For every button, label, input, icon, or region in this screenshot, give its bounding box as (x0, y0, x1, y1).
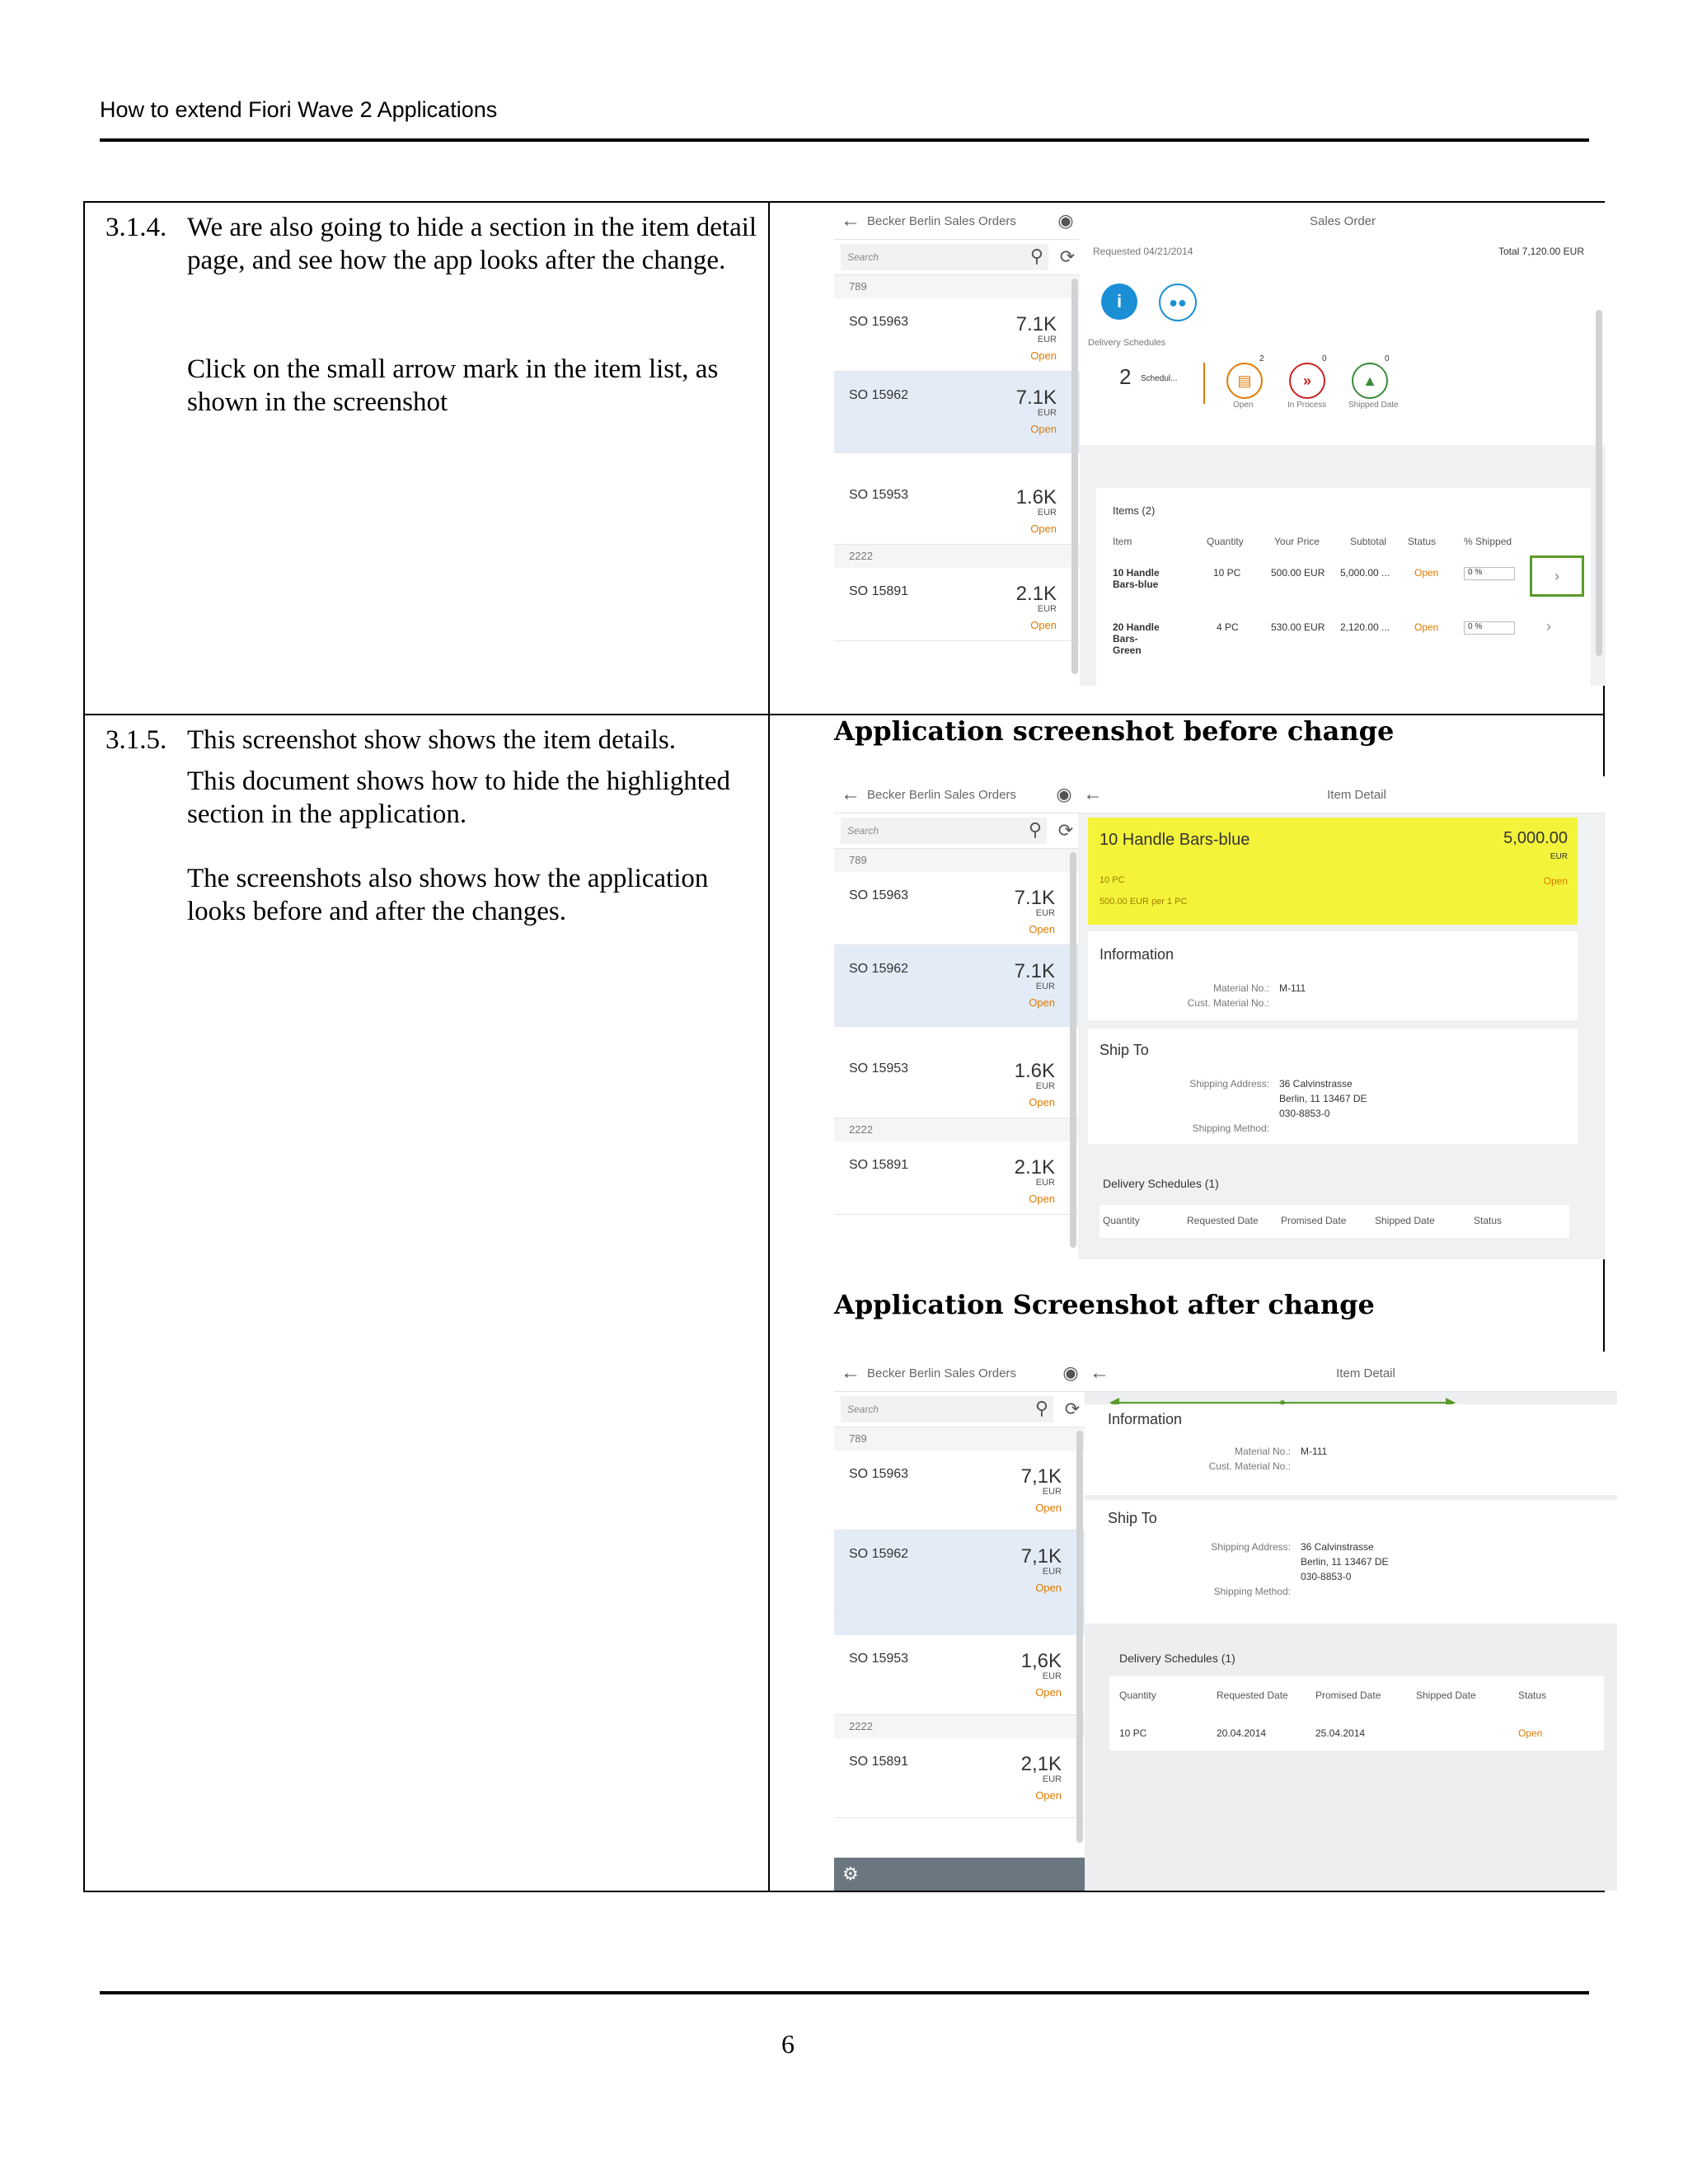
master-list: ← Becker Berlin Sales Orders ◉ Search ⚲ ⟳ 789 SO 15963 7,1K EUR Open SO 15962 7,1K EUR Open SO 15953 1,6K EUR Open 2222 SO 15891 2,1K EUR Open (834, 1355, 1086, 1858)
list-item[interactable]: SO 15891 2,1K EUR Open (834, 1738, 1085, 1818)
item-detail: ← Item Detail Information Material No.: M-111 Cust. Material No.: Ship To Shipping Address: 36 Calvinstrasse Berlin, 11 13467 DE 030-8853-0 Shipping Method: Delivery Schedules (1) Quantity Requested Date Promised Date Shipped Date Status 10 PC 20.04.2014 25.04.2014 Open (1085, 1355, 1617, 1891)
schedules-count: 2 (1119, 364, 1132, 389)
item-arrow-icon[interactable]: › (1546, 618, 1551, 635)
list-item[interactable]: SO 15891 2.1K EUR Open (834, 1141, 1078, 1215)
delivery-schedules-section: Delivery Schedules (1) Quantity Requested Date Promised Date Shipped Date Status 10 PC 20.04.2014 25.04.2014 Open (1109, 1640, 1604, 1755)
table-border-divider (768, 201, 770, 1892)
in-process-status-icon[interactable]: » (1289, 363, 1325, 399)
caption-after: Application Screenshot after change (834, 1289, 1375, 1320)
settings-icon[interactable]: ⚙ (834, 1858, 1085, 1891)
item-arrow-highlight[interactable]: › (1530, 555, 1584, 597)
search-icon[interactable]: ⚲ (1029, 246, 1043, 266)
back-arrow-icon[interactable]: ← (1090, 1361, 1109, 1384)
master-title: Becker Berlin Sales Orders (867, 213, 1016, 228)
step-paragraph: The screenshots also shows how the application looks before and after the changes. (187, 864, 709, 926)
list-item-selected[interactable]: SO 15962 7.1K EUR Open (834, 372, 1080, 453)
step-number: 3.1.5. (106, 725, 167, 755)
back-arrow-icon[interactable]: ← (841, 209, 860, 232)
step-number: 3.1.4. (106, 213, 167, 242)
item-amount: 5,000.00 (1503, 829, 1568, 847)
highlighted-header-section: 10 Handle Bars-blue 5,000.00 EUR 10 PC Open 500.00 EUR per 1 PC (1088, 818, 1578, 925)
step-paragraph: This screenshot show shows the item details. (187, 725, 677, 755)
caption-before: Application screenshot before change (834, 715, 1395, 747)
master-list (834, 203, 1081, 686)
contacts-tab-icon[interactable]: ●● (1159, 284, 1197, 321)
master-list: ← Becker Berlin Sales Orders ◉ Search ⚲ ⟳ 789 SO 15963 7.1K EUR Open SO 15962 7.1K EUR Open SO 15953 1.6K EUR Open 2222 SO 15891 2.1K EUR Open (834, 776, 1080, 1259)
item-name: 20 Handle Bars-Green (1113, 621, 1160, 656)
item-detail-after-screenshot (834, 1355, 1617, 1891)
delivery-schedules-label: Delivery Schedules (1088, 338, 1166, 348)
user-icon[interactable]: ◉ (1056, 784, 1072, 804)
user-icon[interactable]: ◉ (1062, 1362, 1079, 1383)
list-item[interactable]: SO 15953 1,6K EUR Open (834, 1635, 1085, 1715)
search-icon[interactable]: ⚲ (1034, 1398, 1048, 1418)
group-header: 2222 (834, 545, 1080, 568)
open-status-icon[interactable]: ▤ (1226, 363, 1263, 399)
list-item[interactable]: SO 15963 7.1K EUR Open (834, 872, 1078, 945)
delivery-schedules-section: Delivery Schedules (1) Quantity Requested Date Promised Date Shipped Date Status (1100, 1164, 1569, 1259)
list-item[interactable]: SO 15963 7.1K EUR Open (834, 298, 1080, 372)
item-name: 10 Handle Bars-blue (1113, 567, 1160, 590)
list-item[interactable]: SO 15953 1.6K EUR Open (834, 1045, 1078, 1118)
item-detail: ← Item Detail 10 Handle Bars-blue 5,000.00 EUR 10 PC Open 500.00 EUR per 1 PC Information Material No.: M-111 Cust. Material No.: Ship To Shipping Address: 36 Calvinstrasse Berlin, 11 13467 DE 030-8853-0 Shipping Method: Delivery Schedules (1) Quantity Requested Date Promised Date Shipped Date Status (1078, 776, 1606, 1259)
footer-rule (100, 1991, 1589, 1994)
group-header: 789 (834, 275, 1080, 298)
step-paragraph: We are also going to hide a section in the item detail page, and see how the app looks after the change. (187, 213, 757, 275)
back-arrow-icon[interactable]: ← (1083, 783, 1103, 805)
items-title: Items (2) (1113, 504, 1156, 517)
items-table: Items (2) Item Quantity Your Price Subtotal Status % Shipped 10 Handle Bars-blue 10 PC 500.00 EUR 5,000.00 ... Open 0 % › 20 Handle Bars-Green 4 PC 530.00 EUR 2,120.00 ... Open 0 % › (1096, 488, 1591, 686)
info-tab-icon[interactable]: i (1101, 284, 1137, 320)
search-icon[interactable]: ⚲ (1028, 819, 1042, 840)
search-input[interactable]: Search ⚲ (841, 244, 1048, 270)
requested-date: Requested 04/21/2014 (1093, 246, 1193, 257)
header-rule (100, 138, 1589, 142)
information-section: Information Material No.: M-111 Cust. Material No.: (1085, 1404, 1617, 1495)
back-arrow-icon[interactable]: ← (841, 783, 860, 805)
list-item-selected[interactable]: SO 15962 7.1K EUR Open (834, 945, 1078, 1027)
refresh-icon[interactable]: ⟳ (1059, 246, 1076, 267)
scrollbar[interactable] (1071, 279, 1078, 674)
step-paragraph: Click on the small arrow mark in the item list, as shown in the screenshot (187, 354, 719, 417)
step-paragraph: This document shows how to hide the highlighted section in the application. (187, 766, 731, 829)
refresh-icon[interactable]: ⟳ (1064, 1399, 1081, 1419)
shipped-status-icon[interactable]: ▲ (1352, 363, 1388, 399)
sales-order-screenshot (834, 203, 1606, 686)
list-item[interactable]: SO 15953 1.6K EUR Open (834, 471, 1080, 545)
item-name: 10 Handle Bars-blue (1100, 831, 1250, 849)
list-item[interactable]: SO 15963 7,1K EUR Open (834, 1451, 1085, 1530)
document-header-title: How to extend Fiori Wave 2 Applications (100, 97, 498, 122)
scrollbar[interactable] (1070, 852, 1076, 1248)
detail-title: Sales Order (1309, 213, 1376, 228)
table-border-left (83, 201, 85, 1892)
search-input[interactable]: Search ⚲ (841, 818, 1047, 844)
page-number: 6 (781, 2029, 795, 2059)
ship-to-section: Ship To Shipping Address: 36 Calvinstrasse Berlin, 11 13467 DE 030-8853-0 Shipping Method: (1088, 1029, 1578, 1144)
table-border-bottom (83, 1891, 1605, 1892)
list-item[interactable]: SO 15891 2.1K EUR Open (834, 568, 1080, 641)
scrollbar[interactable] (1596, 310, 1602, 656)
search-input[interactable]: Search ⚲ (841, 1396, 1053, 1422)
order-total: Total 7,120.00 EUR (1498, 246, 1584, 257)
ship-to-section: Ship To Shipping Address: 36 Calvinstrasse Berlin, 11 13467 DE 030-8853-0 Shipping Method: (1085, 1500, 1617, 1624)
sales-order-detail: Sales Order Requested 04/21/2014 Total 7,120.00 EUR i ●● Delivery Schedules 2 Schedul... ▤ » ▲ 2 0 0 Open In Process Shipped Date Items (2) Item Quantity Your Price Subtotal Status % Shipped 10 Handle Bars-blue 10 PC 500.00 EUR 5,000.00 ... Open 0 % › 20 Handle Bars-Green 4 PC 530.00 EUR 2,120.00 ... Open 0 % › (1080, 203, 1606, 686)
back-arrow-icon[interactable]: ← (841, 1361, 860, 1384)
user-icon[interactable]: ◉ (1057, 210, 1074, 231)
scrollbar[interactable] (1076, 1431, 1083, 1843)
information-section: Information Material No.: M-111 Cust. Material No.: (1088, 931, 1578, 1020)
item-detail-before-screenshot (834, 776, 1606, 1259)
refresh-icon[interactable]: ⟳ (1057, 820, 1074, 841)
schedules-label: Schedul... (1141, 374, 1178, 383)
list-item-selected[interactable]: SO 15962 7,1K EUR Open (834, 1530, 1085, 1610)
